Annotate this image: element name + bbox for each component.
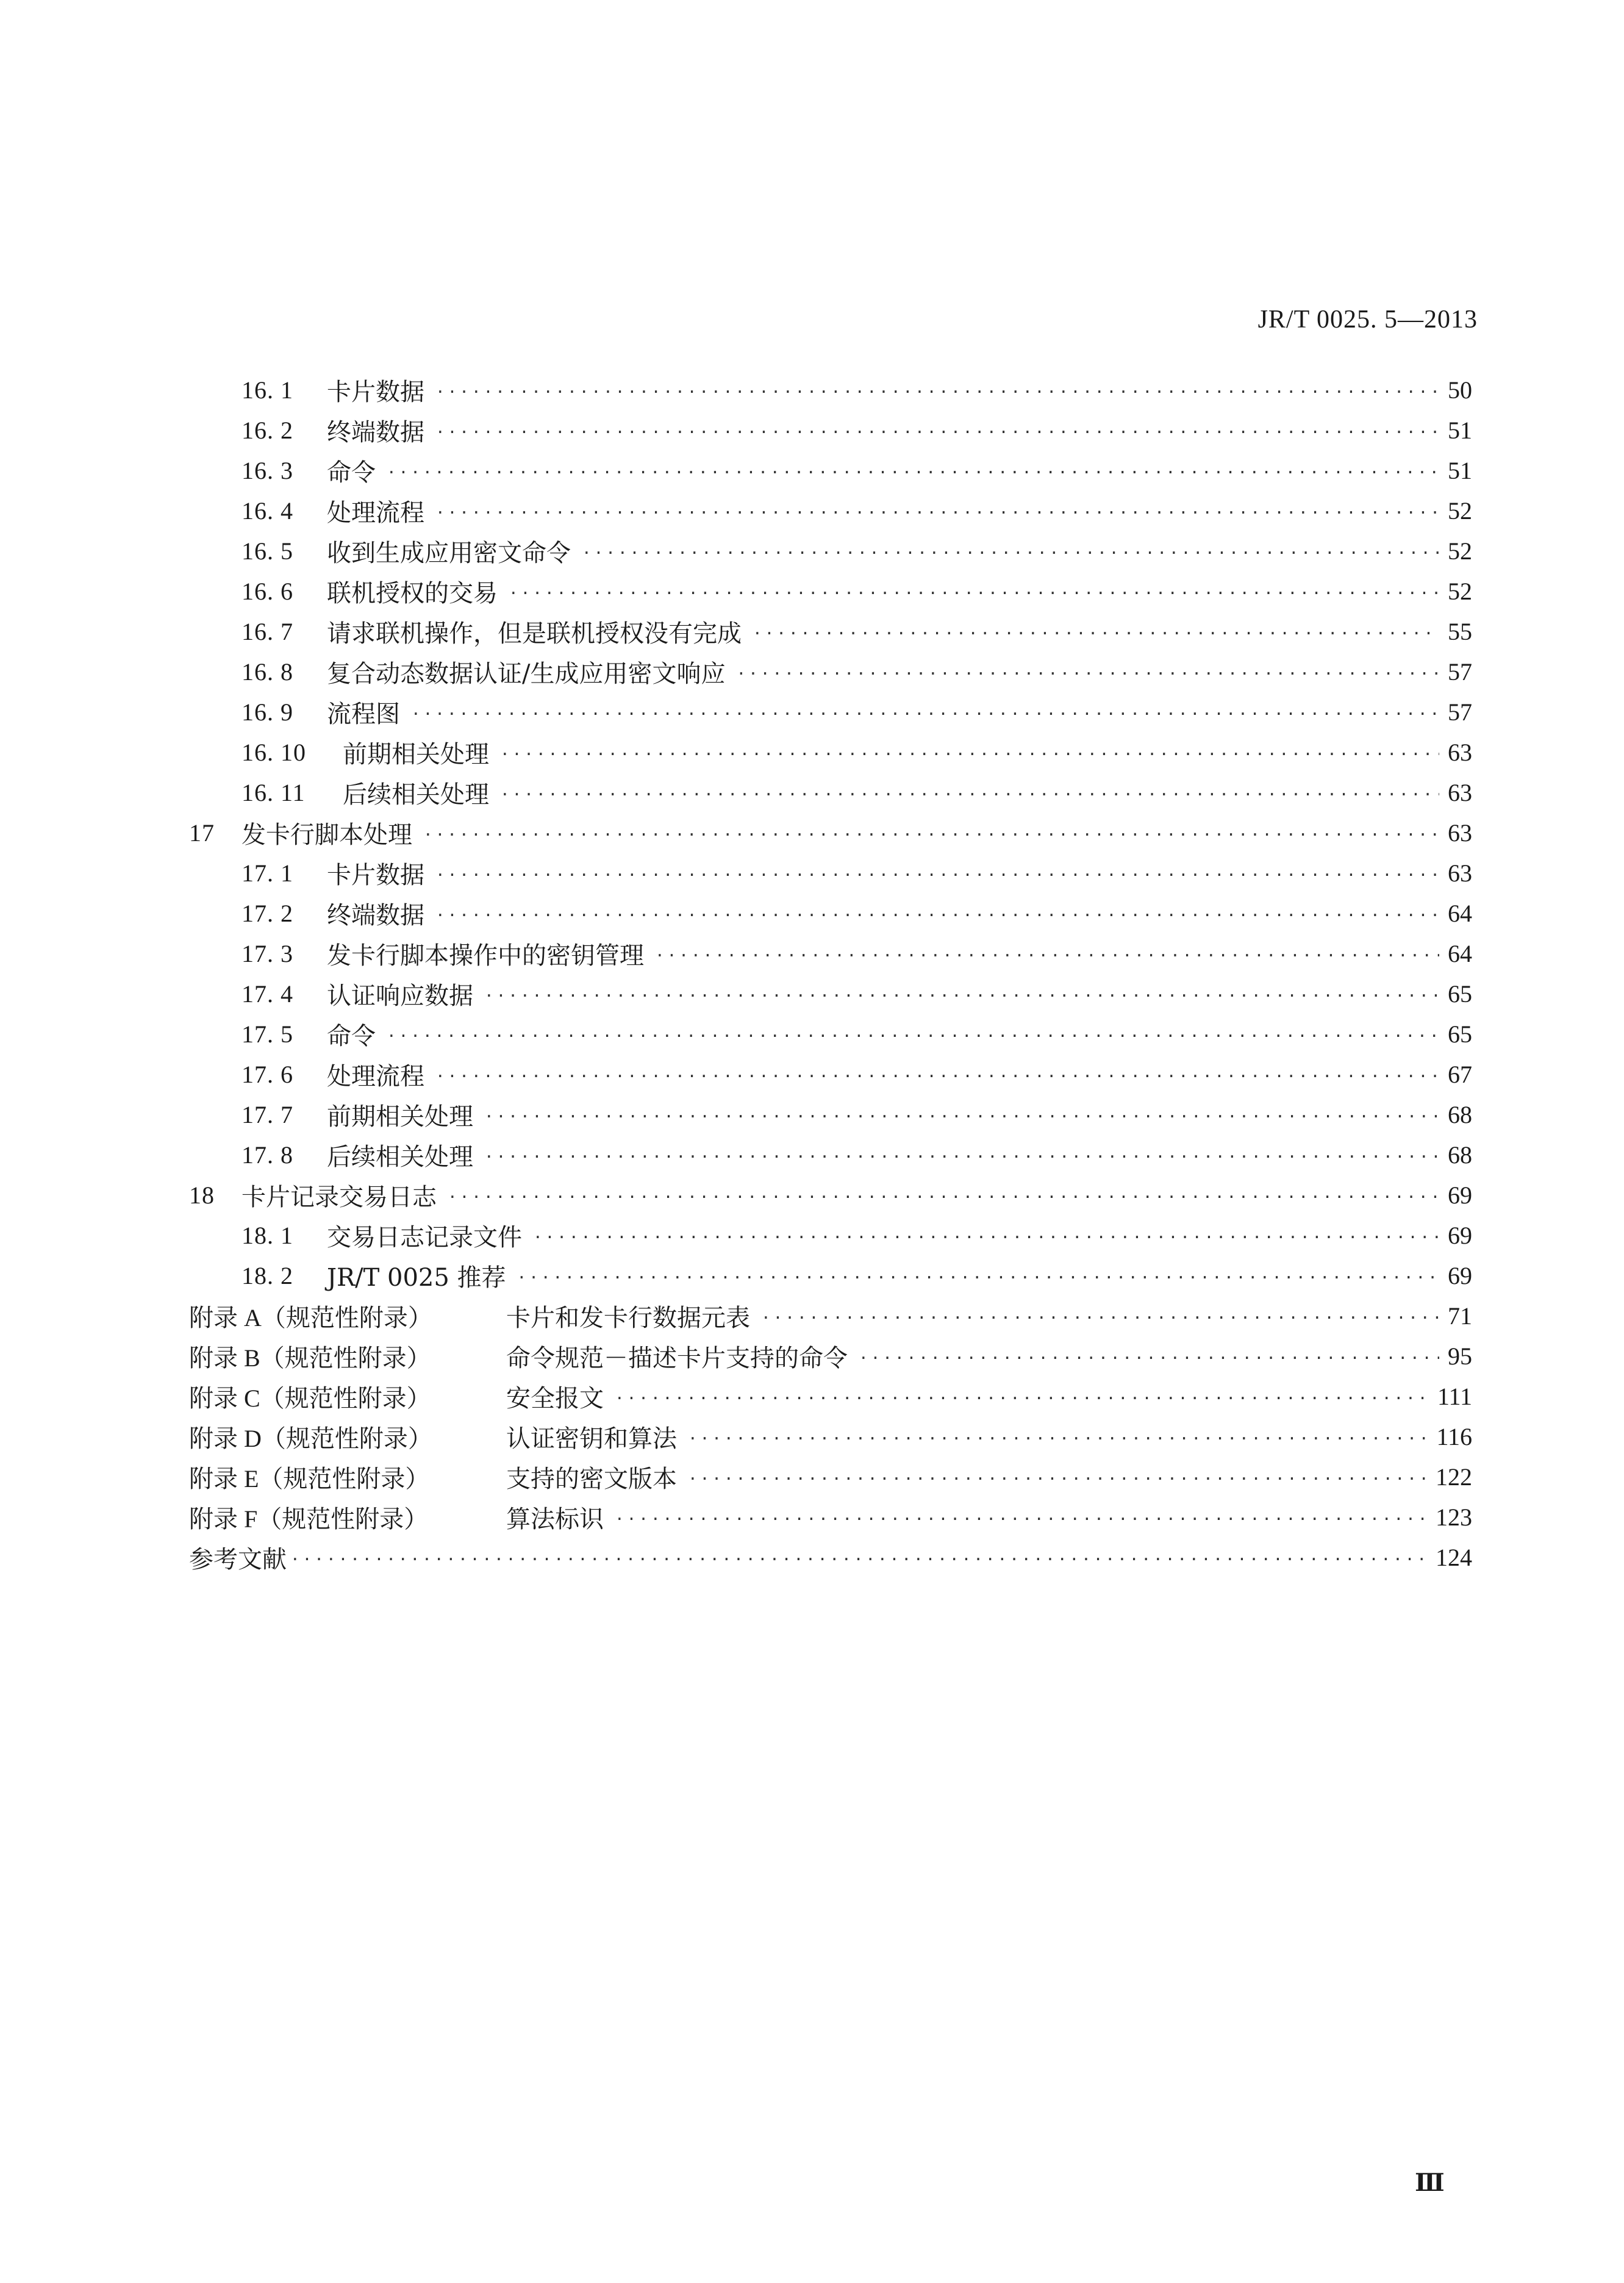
toc-entry-page: 50 bbox=[1448, 376, 1472, 404]
toc-entry-page: 111 bbox=[1437, 1382, 1472, 1410]
page-header-standard-number: JR/T 0025. 5—2013 bbox=[1257, 306, 1478, 334]
toc-leader-dots bbox=[411, 705, 1439, 723]
toc-entry-page: 122 bbox=[1436, 1463, 1472, 1491]
toc-entry-page: 64 bbox=[1448, 899, 1472, 927]
toc-entry-title: 复合动态数据认证/生成应用密文响应 bbox=[327, 659, 726, 688]
toc-entry-number: 16. 2 bbox=[241, 416, 293, 444]
toc-entry-17[interactable] bbox=[189, 812, 1472, 853]
toc-entry-16-5[interactable] bbox=[189, 531, 1472, 571]
toc-appendix-label: 附录 D（规范性附录） bbox=[189, 1424, 432, 1452]
toc-leader-dots bbox=[423, 826, 1439, 844]
toc-entry-16-1[interactable] bbox=[189, 370, 1472, 410]
toc-leader-dots bbox=[509, 584, 1439, 603]
toc-appendix-label: 附录 C（规范性附录） bbox=[189, 1384, 431, 1412]
toc-entry-number: 16. 5 bbox=[241, 537, 293, 565]
toc-entry-number: 16. 3 bbox=[241, 456, 293, 484]
toc-entry-16-4[interactable] bbox=[189, 490, 1472, 531]
toc-entry-17-1[interactable] bbox=[189, 853, 1472, 893]
toc-entry-title: 流程图 bbox=[327, 700, 400, 728]
toc-entry-page: 124 bbox=[1436, 1543, 1472, 1571]
toc-appendix-label: 附录 A（规范性附录） bbox=[189, 1303, 432, 1331]
toc-entry-17-6[interactable] bbox=[189, 1054, 1472, 1094]
toc-entry-number: 16. 6 bbox=[241, 577, 293, 605]
toc-entry-number: 17 bbox=[189, 819, 215, 847]
toc-entry-number: 16. 10 bbox=[241, 738, 306, 766]
toc-entry-page: 52 bbox=[1448, 577, 1472, 605]
toc-entry-title: 发卡行脚本操作中的密钥管理 bbox=[327, 941, 644, 970]
toc-entry-title: 交易日志记录文件 bbox=[327, 1223, 522, 1252]
toc-entry-title: 卡片数据 bbox=[327, 378, 424, 406]
toc-entry-17-3[interactable] bbox=[189, 933, 1472, 973]
toc-entry-number: 17. 8 bbox=[241, 1141, 293, 1169]
toc-entry-number: 17. 1 bbox=[241, 859, 293, 887]
toc-entry-title: 前期相关处理 bbox=[343, 740, 489, 769]
toc-entry-title: 终端数据 bbox=[327, 901, 424, 930]
toc-appendix-label: 附录 B（规范性附录） bbox=[189, 1344, 431, 1372]
toc-leader-dots bbox=[761, 1309, 1439, 1327]
toc-entry-appendix-e[interactable] bbox=[189, 1457, 1472, 1497]
toc-leader-dots bbox=[688, 1430, 1428, 1448]
toc-entry-number: 18 bbox=[189, 1181, 215, 1209]
toc-entry-17-5[interactable] bbox=[189, 1014, 1472, 1054]
toc-entry-number: 16. 8 bbox=[241, 658, 293, 686]
toc-entry-18-2[interactable] bbox=[189, 1255, 1472, 1296]
page-number: Ⅲ bbox=[1415, 2169, 1443, 2196]
toc-entry-title: 前期相关处理 bbox=[327, 1102, 473, 1131]
toc-entry-page: 71 bbox=[1448, 1302, 1472, 1330]
toc-leader-dots bbox=[435, 1067, 1439, 1086]
toc-leader-dots bbox=[435, 423, 1439, 442]
toc-entry-title: 认证响应数据 bbox=[327, 981, 473, 1010]
toc-entry-16-9[interactable] bbox=[189, 692, 1472, 732]
toc-entry-page: 63 bbox=[1448, 859, 1472, 887]
toc-entry-page: 116 bbox=[1436, 1422, 1472, 1450]
toc-entry-number: 16. 4 bbox=[241, 496, 293, 525]
toc-entry-page: 63 bbox=[1448, 778, 1472, 806]
toc-entry-number: 16. 1 bbox=[241, 376, 293, 404]
toc-leader-dots bbox=[484, 1148, 1439, 1166]
toc-entry-number: 18. 1 bbox=[241, 1221, 293, 1249]
toc-entry-16-10[interactable] bbox=[189, 732, 1472, 772]
toc-entry-bibliography[interactable] bbox=[189, 1537, 1472, 1577]
toc-entry-17-2[interactable] bbox=[189, 893, 1472, 933]
toc-leader-dots bbox=[290, 1550, 1427, 1569]
toc-entry-number: 16. 7 bbox=[241, 617, 293, 645]
toc-entry-page: 57 bbox=[1448, 698, 1472, 726]
toc-leader-dots bbox=[484, 1108, 1439, 1126]
toc-entry-page: 123 bbox=[1436, 1503, 1472, 1531]
toc-entry-number: 17. 4 bbox=[241, 980, 293, 1008]
toc-entry-16-6[interactable] bbox=[189, 571, 1472, 611]
toc-entry-page: 68 bbox=[1448, 1141, 1472, 1169]
toc-entry-number: 17. 2 bbox=[241, 899, 293, 927]
toc-entry-16-3[interactable] bbox=[189, 450, 1472, 490]
toc-entry-title: 请求联机操作，但是联机授权没有完成 bbox=[327, 619, 742, 648]
table-of-contents bbox=[189, 370, 1472, 1577]
toc-entry-title: 命令 bbox=[327, 458, 376, 487]
toc-entry-title: 后续相关处理 bbox=[327, 1142, 473, 1171]
toc-entry-title: 收到生成应用密文命令 bbox=[327, 539, 571, 567]
toc-leader-dots bbox=[533, 1228, 1439, 1247]
toc-entry-title: 支持的密文版本 bbox=[506, 1464, 677, 1493]
toc-entry-page: 52 bbox=[1448, 537, 1472, 565]
toc-entry-appendix-f[interactable] bbox=[189, 1497, 1472, 1537]
toc-leader-dots bbox=[859, 1349, 1439, 1367]
toc-leader-dots bbox=[435, 504, 1439, 522]
toc-entry-page: 95 bbox=[1448, 1342, 1472, 1370]
toc-appendix-label: 附录 E（规范性附录） bbox=[189, 1464, 430, 1493]
toc-leader-dots bbox=[387, 464, 1439, 482]
toc-leader-dots bbox=[615, 1389, 1429, 1408]
toc-leader-dots bbox=[615, 1510, 1427, 1529]
toc-entry-page: 65 bbox=[1448, 1020, 1472, 1048]
toc-entry-number: 17. 3 bbox=[241, 939, 293, 967]
toc-entry-number: 18. 2 bbox=[241, 1261, 293, 1289]
toc-leader-dots bbox=[517, 1269, 1439, 1287]
toc-entry-appendix-c[interactable] bbox=[189, 1376, 1472, 1416]
toc-entry-page: 68 bbox=[1448, 1100, 1472, 1128]
toc-entry-title: 命令 bbox=[327, 1022, 376, 1050]
toc-leader-dots bbox=[448, 1188, 1439, 1206]
toc-leader-dots bbox=[484, 987, 1439, 1005]
toc-entry-page: 51 bbox=[1448, 416, 1472, 444]
toc-entry-title: 卡片记录交易日志 bbox=[241, 1183, 437, 1211]
toc-entry-title: 发卡行脚本处理 bbox=[241, 820, 412, 849]
toc-entry-page: 69 bbox=[1448, 1221, 1472, 1249]
toc-appendix-label: 附录 F（规范性附录） bbox=[189, 1505, 429, 1533]
toc-entry-page: 64 bbox=[1448, 939, 1472, 967]
toc-entry-title: 算法标识 bbox=[506, 1505, 604, 1533]
toc-leader-dots bbox=[435, 866, 1439, 884]
toc-entry-page: 67 bbox=[1448, 1060, 1472, 1088]
toc-entry-number: 17. 6 bbox=[241, 1060, 293, 1088]
toc-entry-number: 17. 7 bbox=[241, 1100, 293, 1128]
toc-entry-title: 终端数据 bbox=[327, 418, 424, 446]
toc-entry-page: 51 bbox=[1448, 456, 1472, 484]
toc-leader-dots bbox=[435, 383, 1439, 401]
toc-entry-page: 52 bbox=[1448, 496, 1472, 525]
toc-entry-page: 63 bbox=[1448, 738, 1472, 766]
toc-leader-dots bbox=[688, 1470, 1427, 1488]
toc-entry-number: 16. 9 bbox=[241, 698, 293, 726]
toc-entry-title: 命令规范－描述卡片支持的命令 bbox=[506, 1344, 848, 1372]
toc-entry-title: 处理流程 bbox=[327, 498, 424, 527]
toc-entry-16-8[interactable] bbox=[189, 651, 1472, 692]
toc-entry-title: 安全报文 bbox=[506, 1384, 604, 1413]
toc-entry-page: 69 bbox=[1448, 1261, 1472, 1289]
toc-entry-page: 63 bbox=[1448, 819, 1472, 847]
toc-leader-dots bbox=[582, 544, 1439, 562]
toc-entry-page: 69 bbox=[1448, 1181, 1472, 1209]
toc-entry-16-2[interactable] bbox=[189, 410, 1472, 450]
toc-entry-page: 55 bbox=[1448, 617, 1472, 645]
toc-entry-number: 16. 11 bbox=[241, 778, 306, 806]
toc-entry-17-8[interactable] bbox=[189, 1134, 1472, 1175]
toc-entry-title: JR/T 0025 推荐 bbox=[327, 1263, 506, 1292]
toc-entry-18[interactable] bbox=[189, 1175, 1472, 1215]
toc-entry-appendix-d[interactable] bbox=[189, 1416, 1472, 1457]
toc-leader-dots bbox=[435, 906, 1439, 925]
toc-entry-title: 卡片和发卡行数据元表 bbox=[506, 1303, 750, 1332]
toc-entry-appendix-b[interactable] bbox=[189, 1336, 1472, 1376]
toc-entry-title: 后续相关处理 bbox=[343, 780, 489, 809]
toc-entry-appendix-a[interactable] bbox=[189, 1296, 1472, 1336]
toc-entry-page: 65 bbox=[1448, 980, 1472, 1008]
toc-leader-dots bbox=[753, 625, 1439, 643]
toc-entry-16-11[interactable] bbox=[189, 772, 1472, 812]
toc-leader-dots bbox=[500, 786, 1439, 804]
toc-entry-18-1[interactable] bbox=[189, 1215, 1472, 1255]
toc-leader-dots bbox=[500, 745, 1439, 764]
toc-leader-dots bbox=[655, 947, 1439, 965]
toc-entry-17-4[interactable] bbox=[189, 973, 1472, 1014]
toc-entry-title: 处理流程 bbox=[327, 1062, 424, 1091]
toc-entry-17-7[interactable] bbox=[189, 1094, 1472, 1134]
toc-leader-dots bbox=[736, 665, 1439, 683]
toc-entry-page: 57 bbox=[1448, 658, 1472, 686]
toc-entry-title: 参考文献 bbox=[189, 1545, 287, 1574]
toc-entry-title: 认证密钥和算法 bbox=[506, 1424, 677, 1453]
toc-entry-title: 联机授权的交易 bbox=[327, 579, 498, 607]
toc-entry-number: 17. 5 bbox=[241, 1020, 293, 1048]
toc-entry-title: 卡片数据 bbox=[327, 861, 424, 889]
toc-entry-16-7[interactable] bbox=[189, 611, 1472, 651]
toc-leader-dots bbox=[387, 1027, 1439, 1045]
